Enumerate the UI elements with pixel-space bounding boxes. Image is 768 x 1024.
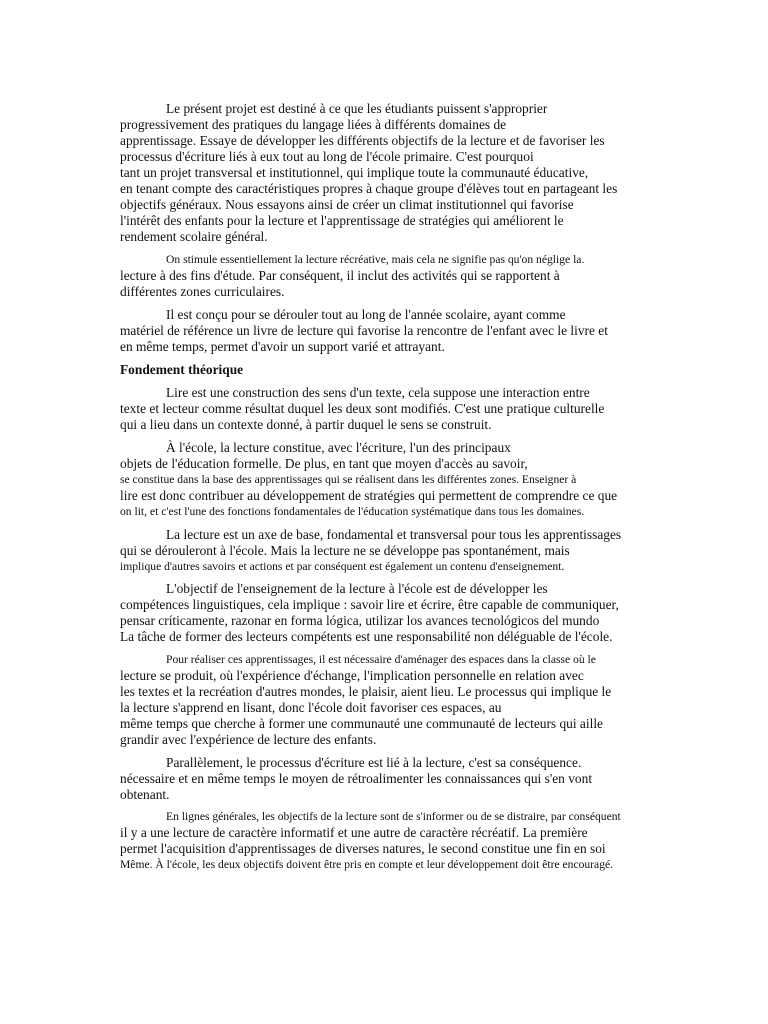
text-line: différentes zones curriculaires. [120, 284, 285, 299]
text-line: qui se dérouleront à l'école. Mais la lecture ne se développe pas spontanément, mais [120, 543, 570, 558]
text-line: compétences linguistiques, cela implique : savoir lire et écrire, être capable de communiquer, [120, 597, 619, 612]
text-line: À l'école, la lecture constitue, avec l'écriture, l'un des principaux [166, 440, 511, 455]
text-line: lecture se produit, où l'expérience d'échange, l'implication personnelle en relation avec [120, 668, 584, 683]
text-line: Lire est une construction des sens d'un texte, cela suppose une interaction entre [166, 385, 590, 400]
text-line: Le présent projet est destiné à ce que les étudiants puissent s'approprier [166, 101, 548, 116]
text-line: se constitue dans la base des apprentissages qui se réalisent dans les différentes zones. Enseigner à [120, 473, 577, 486]
text-line: La lecture est un axe de base, fondamental et transversal pour tous les apprentissages [166, 527, 622, 542]
text-line: il y a une lecture de caractère informatif et une autre de caractère récréatif. La première [120, 825, 588, 840]
text-line: objets de l'éducation formelle. De plus, en tant que moyen d'accès au savoir, [120, 456, 528, 471]
text-line: Parallèlement, le processus d'écriture est lié à la lecture, c'est sa conséquence. [166, 755, 582, 770]
text-line: les textes et la recréation d'autres mondes, le plaisir, aient lieu. Le processus qui implique le [120, 684, 612, 699]
text-line: grandir avec l'expérience de lecture des enfants. [120, 732, 377, 747]
text-line: permet l'acquisition d'apprentissages de diverses natures, le second constitue une fin en soi [120, 841, 606, 856]
text-line: en tenant compte des caractéristiques propres à chaque groupe d'élèves tout en partageant les [120, 181, 618, 196]
text-line: l'intérêt des enfants pour la lecture et l'apprentissage de stratégies qui améliorent le [120, 213, 564, 228]
text-line: La tâche de former des lecteurs compétents est une responsabilité non déléguable de l'école. [120, 629, 613, 644]
section-heading: Fondement théorique [120, 362, 244, 377]
text-line: lecture à des fins d'étude. Par conséquent, il inclut des activités qui se rapportent à [120, 268, 560, 283]
text-line: obtenant. [120, 787, 170, 802]
text-line: implique d'autres savoirs et actions et par conséquent est également un contenu d'enseignement. [120, 560, 565, 573]
text-line: Pour réaliser ces apprentissages, il est nécessaire d'aménager des espaces dans la classe où le [166, 653, 596, 666]
text-line: Même. À l'école, les deux objectifs doivent être pris en compte et leur développement doit être encouragé. [120, 858, 614, 871]
text-line: progressivement des pratiques du langage liées à différents domaines de [120, 117, 507, 132]
text-line: L'objectif de l'enseignement de la lecture à l'école est de développer les [166, 581, 548, 596]
text-line: lire est donc contribuer au développement de stratégies qui permettent de comprendre ce que [120, 488, 618, 503]
text-line: qui a lieu dans un contexte donné, à partir duquel le sens se construit. [120, 417, 492, 432]
text-line: la lecture s'apprend en lisant, donc l'école doit favoriser ces espaces, au [120, 700, 502, 715]
text-line: pensar críticamente, razonar en forma lógica, utilizar los avances tecnológicos del mundo [120, 613, 600, 628]
text-line: tant un projet transversal et institutionnel, qui implique toute la communauté éducative, [120, 165, 589, 180]
text-line: processus d'écriture liés à eux tout au long de l'école primaire. C'est pourquoi [120, 149, 534, 164]
text-line: objectifs généraux. Nous essayons ainsi de créer un climat institutionnel qui favorise [120, 197, 574, 212]
text-line: nécessaire et en même temps le moyen de rétroalimenter les connaissances qui s'en vont [120, 771, 593, 786]
text-line: On stimule essentiellement la lecture récréative, mais cela ne signifie pas qu'on néglige la. [166, 253, 585, 266]
text-line: matériel de référence un livre de lecture qui favorise la rencontre de l'enfant avec le livre et [120, 323, 608, 338]
text-line: Il est conçu pour se dérouler tout au long de l'année scolaire, ayant comme [166, 307, 566, 322]
text-line: apprentissage. Essaye de développer les différents objectifs de la lecture et de favoriser les [120, 133, 605, 148]
text-line: même temps que cherche à former une communauté une communauté de lecteurs qui aille [120, 716, 603, 731]
text-line: on lit, et c'est l'une des fonctions fondamentales de l'éducation systématique dans tous les domaines. [120, 505, 585, 518]
text-line: en même temps, permet d'avoir un support varié et attrayant. [120, 339, 445, 354]
text-line: texte et lecteur comme résultat duquel les deux sont modifiés. C'est une pratique culturelle [120, 401, 605, 416]
text-line: En lignes générales, les objectifs de la lecture sont de s'informer ou de se distraire, par conséquent [166, 810, 621, 823]
text-line: rendement scolaire général. [120, 229, 268, 244]
